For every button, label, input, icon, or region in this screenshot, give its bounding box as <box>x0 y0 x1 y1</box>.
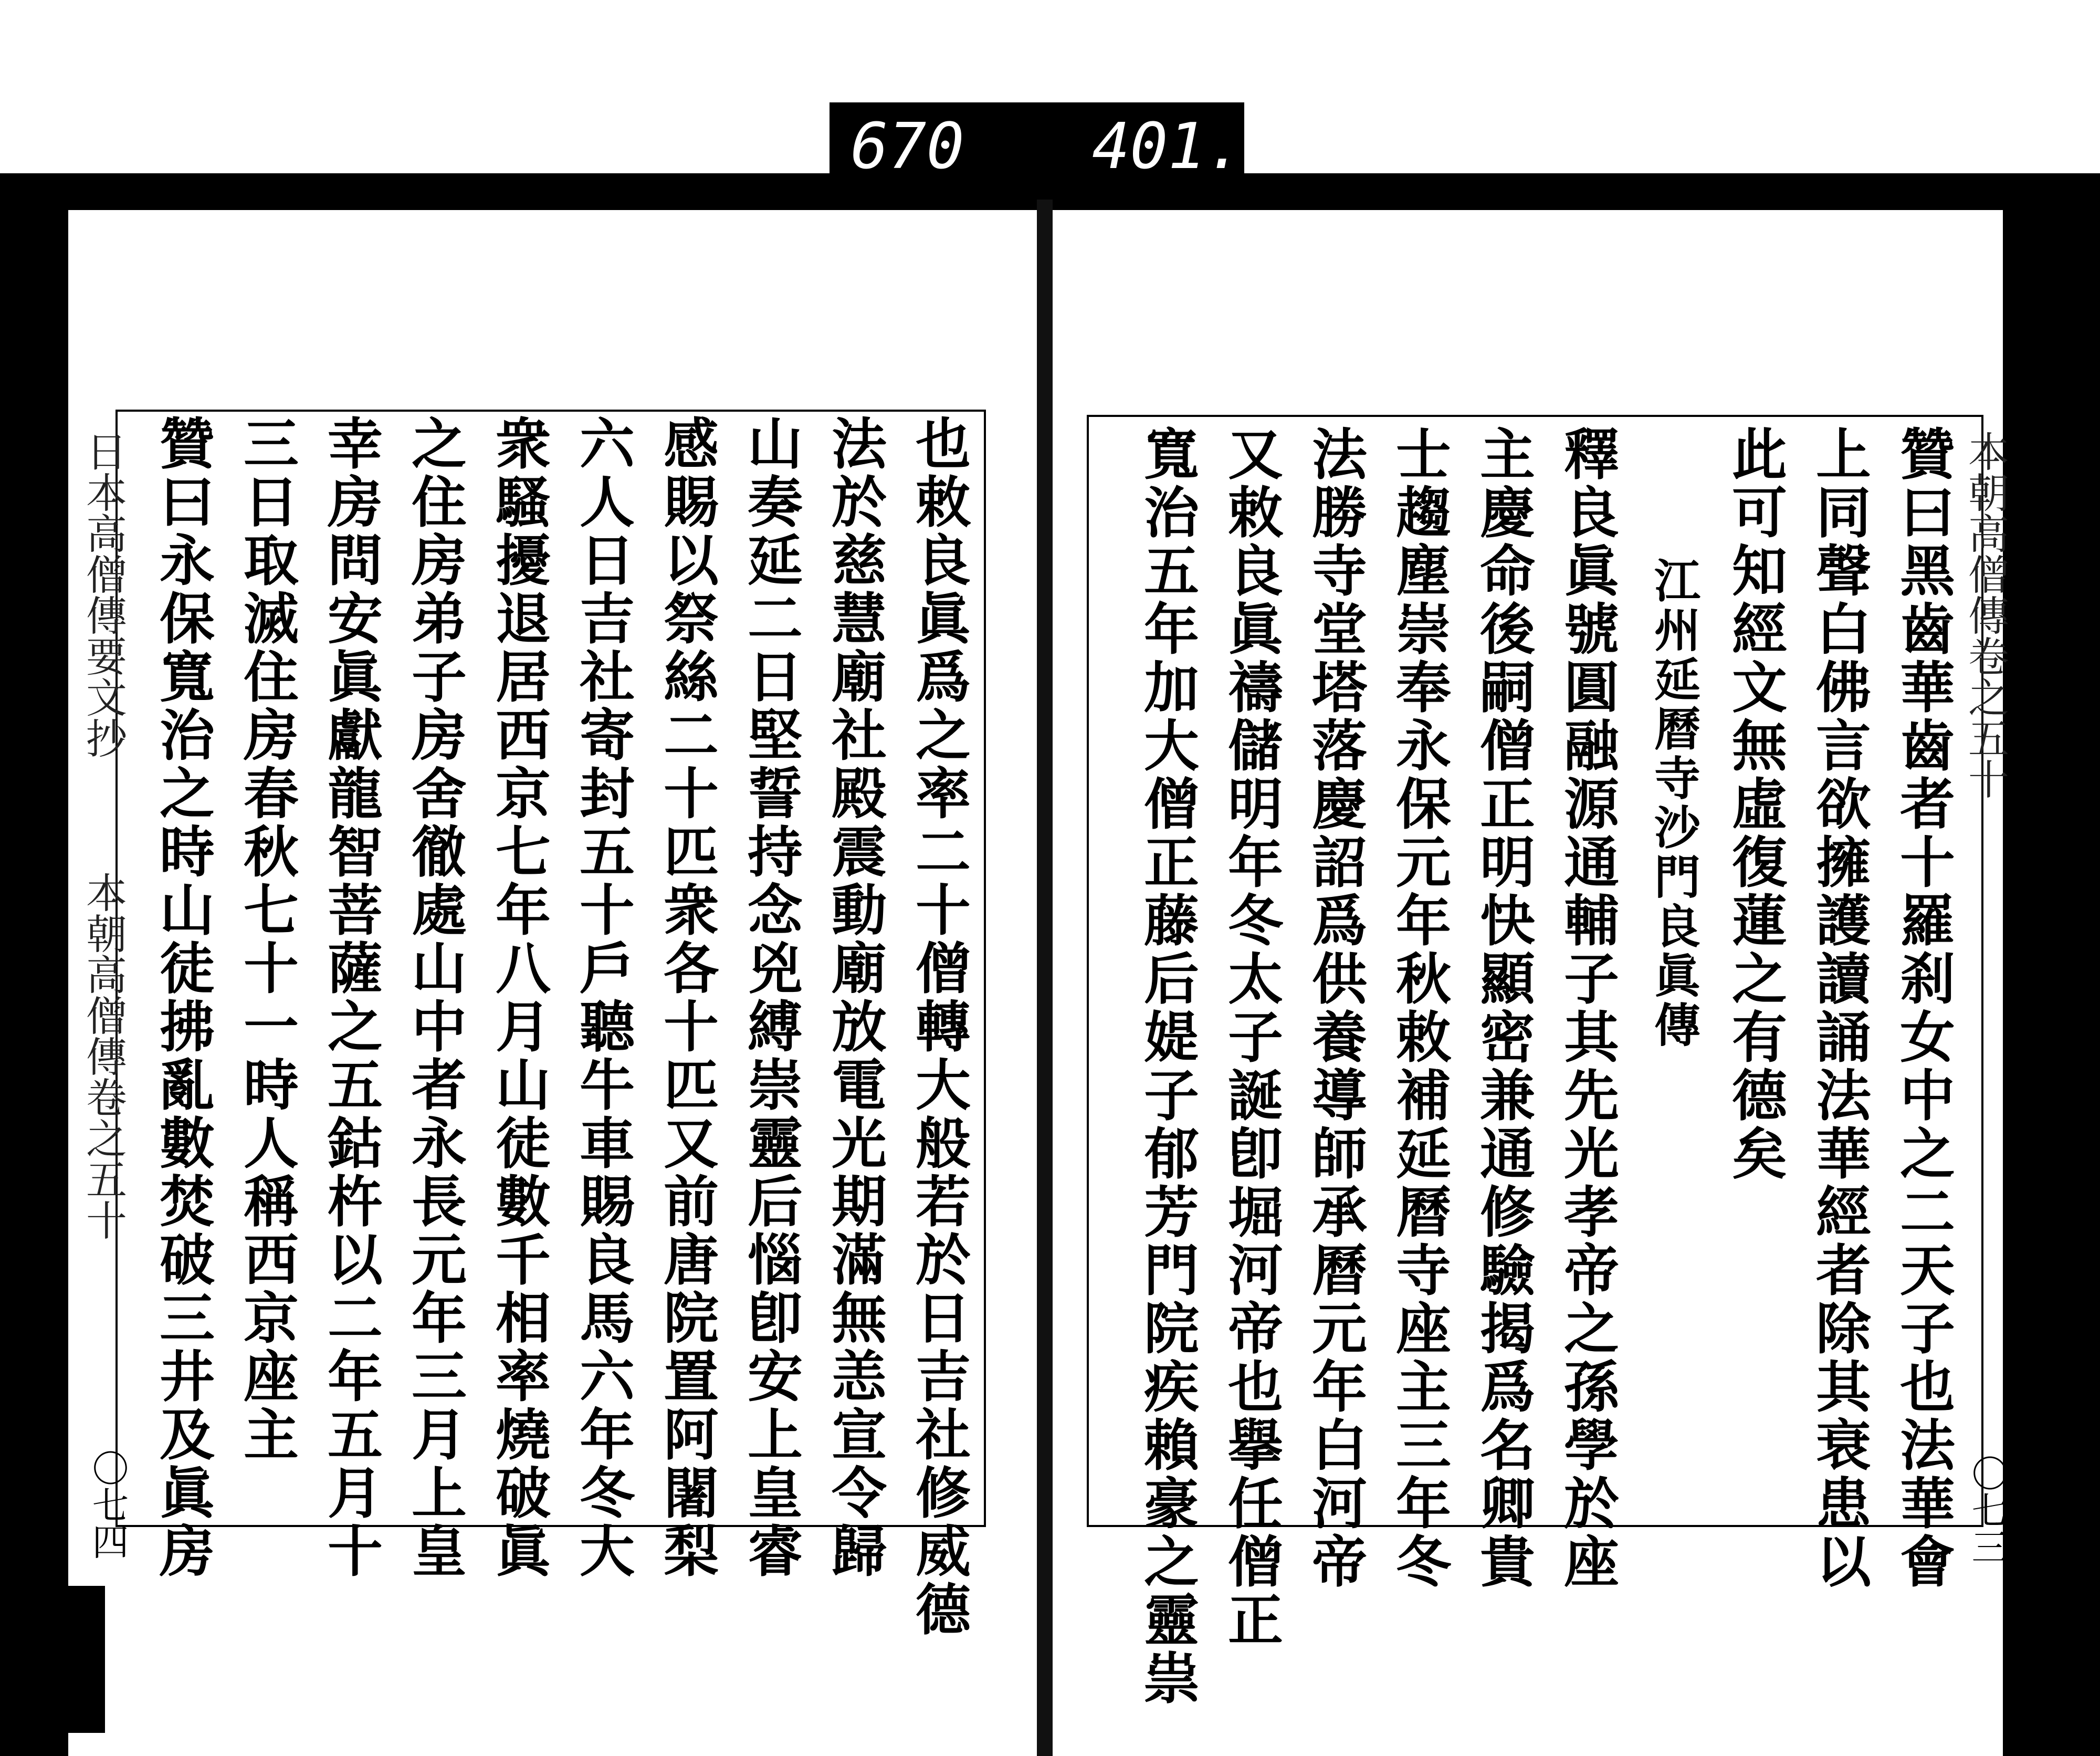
left-col-9: 三日取滅住房春秋七十一時人稱西京座主 <box>235 415 300 1464</box>
archive-label-right: 401. <box>1092 110 1244 183</box>
left-edge-blot <box>68 1586 105 1733</box>
right-col-7: 士趨塵崇奉永保元年秋敕補延曆寺座主三年冬 <box>1387 425 1452 1591</box>
left-col-4: 感賜以祭絲二十匹衆各十匹又前唐院置阿闍梨 <box>655 415 720 1581</box>
right-col-1: 贊曰黑齒華齒者十羅刹女中之二天子也法華會 <box>1891 425 1956 1591</box>
left-col-7: 之住房弟子房舍徹處山中者永長元年三月上皇 <box>403 415 468 1581</box>
right-col-8: 法勝寺堂塔落慶詔爲供養導師承曆元年白河帝 <box>1303 425 1368 1591</box>
right-col-2: 上同聲白佛言欲擁護讀誦法華經者除其衰患以 <box>1807 425 1872 1591</box>
archive-label-left: 670 <box>850 110 964 183</box>
left-col-6: 衆騷擾退居西京七年八月山徒數千相率燒破眞 <box>487 415 552 1581</box>
right-margin-title: 本朝高僧傳卷之五十 <box>1961 431 2009 799</box>
right-col-10: 寬治五年加大僧正藤后媞子郁芳門院疾賴豪之靈祟 <box>1135 425 1200 1708</box>
left-margin-chapter: 本朝高僧傳卷之五十 <box>79 872 127 1240</box>
left-col-10: 贊曰永保寬治之時山徒拂亂數焚破三井及眞房 <box>151 415 216 1581</box>
left-margin-title: 日本高僧傳要文抄 <box>79 431 127 758</box>
left-col-1: 也敕良眞爲之率二十僧轉大般若於日吉社修威德 <box>907 415 972 1639</box>
right-col-4-heading: 江州延曆寺沙門良眞傳 <box>1647 557 1702 1050</box>
left-book-edge <box>0 173 68 1756</box>
right-col-5: 釋良眞號圓融源通輔子其先光孝帝之孫學於座 <box>1555 425 1620 1591</box>
archive-label <box>830 102 1244 192</box>
left-col-2: 法於慈慧廟社殿震動廟放電光期滿無恙宣令歸 <box>823 415 888 1581</box>
left-page-number: 〇七四 <box>86 1449 129 1560</box>
left-page <box>68 210 1037 1756</box>
right-book-edge <box>2003 173 2100 1756</box>
right-page-number: 〇七三 <box>1966 1455 2009 1565</box>
right-col-3: 此可知經文無虛復蓮之有德矣 <box>1723 425 1788 1183</box>
left-col-8: 幸房問安眞獻龍智菩薩之五鈷杵以二年五月十 <box>319 415 384 1581</box>
right-col-6: 主慶命後嗣僧正明快顯密兼通修驗揭爲名卿貴 <box>1471 425 1536 1591</box>
left-col-3: 山奏延二日堅誓持念兇縛崇靈后惱卽安上皇睿 <box>739 415 804 1581</box>
book-gutter <box>1037 200 1053 1756</box>
right-page <box>1053 210 2009 1756</box>
right-col-9: 又敕良眞禱儲明年冬太子誕卽堀河帝也擧任僧正 <box>1219 425 1284 1649</box>
left-col-5: 六人日吉社寄封五十戶聽牛車賜良馬六年冬大 <box>571 415 636 1581</box>
